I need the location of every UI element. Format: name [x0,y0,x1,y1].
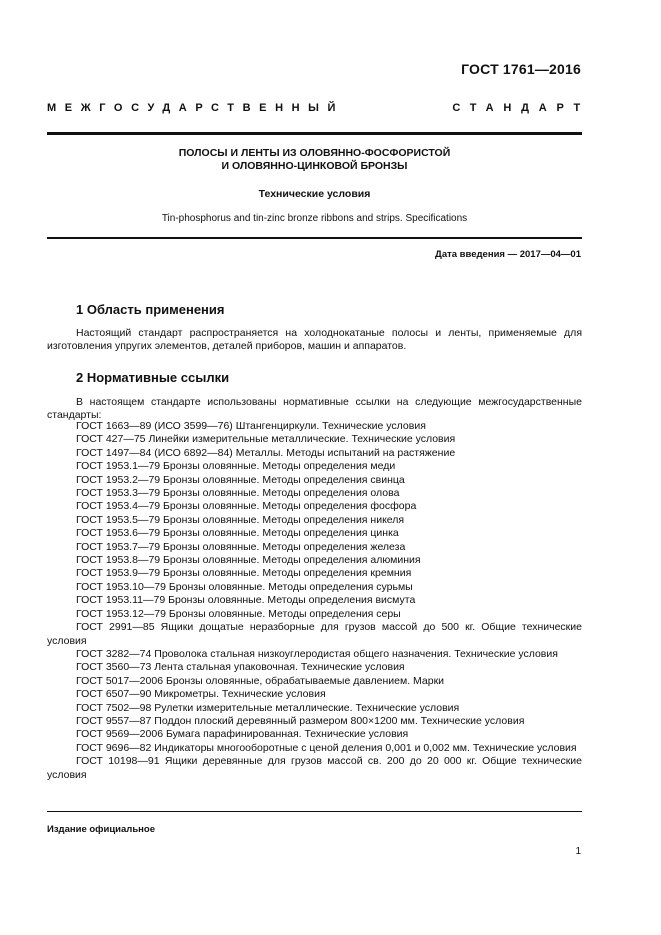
reference-item: ГОСТ 1953.11—79 Бронзы оловянные. Методы определения висмута [76,594,416,607]
title-line-2: И ОЛОВЯННО-ЦИНКОВОЙ БРОНЗЫ [221,160,408,172]
reference-item: ГОСТ 1953.1—79 Бронзы оловянные. Методы определения меди [76,460,396,473]
reference-item: ГОСТ 1497—84 (ИСО 6892—84) Металлы. Методы испытаний на растяжение [76,446,456,459]
section-2-intro: В настоящем стандарте использованы нормативные ссылки на следующие межгосударственные стандарты: [47,396,582,422]
reference-item: ГОСТ 1953.3—79 Бронзы оловянные. Методы определения олова [76,487,400,500]
section-1-text: Настоящий стандарт распространяется на холоднокатаные полосы и ленты, применяемые для изготовления упругих элементов, деталей приборов, машин и аппаратов. [47,327,582,353]
document-code: ГОСТ 1761—2016 [461,61,581,77]
reference-item: ГОСТ 427—75 Линейки измерительные металлические. Технические условия [76,433,456,446]
reference-item: ГОСТ 1663—89 (ИСО 3599—76) Штангенциркули. Технические условия [76,420,426,432]
page-number: 1 [575,846,581,857]
official-edition-label: Издание официальное [47,824,155,835]
reference-item: ГОСТ 6507—90 Микрометры. Технические условия [76,688,326,701]
reference-item: ГОСТ 2991—85 Ящики дощатые неразборные для грузов массой до 500 кг. Общие технические условия [47,621,582,647]
title-divider [47,237,582,239]
reference-item: ГОСТ 1953.8—79 Бронзы оловянные. Методы определения алюминия [76,554,421,567]
reference-item: ГОСТ 1953.7—79 Бронзы оловянные. Методы определения железа [76,540,406,553]
banner-word-interstate: МЕЖГОСУДАРСТВЕННЫЙ [47,102,345,114]
introduction-date: Дата введения — 2017—04—01 [435,249,581,260]
reference-item: ГОСТ 1953.6—79 Бронзы оловянные. Методы определения цинка [76,527,399,540]
reference-item: ГОСТ 7502—98 Рулетки измерительные металлические. Технические условия [76,701,460,714]
reference-item: ГОСТ 1953.5—79 Бронзы оловянные. Методы определения никеля [76,513,405,526]
reference-item: ГОСТ 1953.9—79 Бронзы оловянные. Методы определения кремния [76,567,412,580]
reference-item: ГОСТ 9557—87 Поддон плоский деревянный размером 800×1200 мм. Технические условия [76,714,525,727]
reference-item: ГОСТ 10198—91 Ящики деревянные для грузов массой св. 200 до 20 000 кг. Общие технические условия [47,755,582,781]
reference-item: ГОСТ 3282—74 Проволока стальная низкоуглеродистая общего назначения. Технические условия [76,647,558,660]
reference-item: ГОСТ 1953.4—79 Бронзы оловянные. Методы определения фосфора [76,500,417,513]
reference-item: ГОСТ 5017—2006 Бронзы оловянные, обрабатываемые давлением. Марки [76,674,445,687]
reference-item: ГОСТ 1953.2—79 Бронзы оловянные. Методы определения свинца [76,473,405,486]
reference-item: ГОСТ 3560—73 Лента стальная упаковочная. Технические условия [76,661,405,674]
document-title [47,147,582,173]
normative-references-list [47,420,582,782]
header-divider-thick [47,132,582,135]
interstate-standard-banner [47,102,590,114]
banner-word-standard: СТАНДАРТ [452,102,590,114]
section-2-heading: 2 Нормативные ссылки [76,370,230,385]
english-title: Tin-phosphorus and tin-zinc bronze ribbons and strips. Specifications [161,213,468,224]
title-line-1: ПОЛОСЫ И ЛЕНТЫ ИЗ ОЛОВЯННО-ФОСФОРИСТОЙ [178,147,451,159]
footer-divider [47,811,582,812]
reference-item: ГОСТ 1953.12—79 Бронзы оловянные. Методы определения серы [76,607,401,620]
reference-item: ГОСТ 9569—2006 Бумага парафинированная. Технические условия [76,728,409,741]
reference-item: ГОСТ 1953.10—79 Бронзы оловянные. Методы определения сурьмы [76,580,413,593]
document-subtitle: Технические условия [258,188,371,200]
reference-item: ГОСТ 9696—82 Индикаторы многооборотные с ценой деления 0,001 и 0,002 мм. Технические условия [76,741,577,754]
section-1-heading: 1 Область применения [76,302,225,317]
